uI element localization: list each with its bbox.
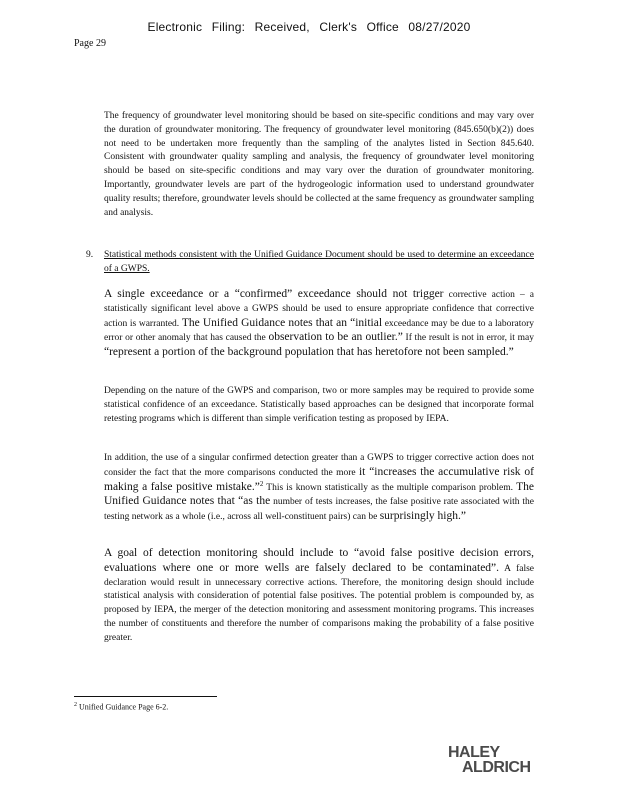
text-run: This is known statistically as the multiple comparison problem. <box>263 482 517 493</box>
logo-line-1: HALEY <box>448 744 500 761</box>
text-run: A single exceedance or a “confirmed” exceedance should not trigger <box>104 288 444 300</box>
text-run: it “increases the accumulative risk of making a false positive mistake.” <box>104 465 534 493</box>
paragraph-text: Depending on the nature of the GWPS and comparison, two or more samples may be required to provide some statistical confidence of an exceedance. Statistically based approaches can be designed that incorporate formal retesting programs which is different than simple verification testing as proposed by IEPA. <box>104 386 534 424</box>
paragraph-detection-goal <box>104 547 534 646</box>
text-run: corrective action – a statistically significant level above a GWPS should be used to ensure appropriate confidence that corrective action is warranted. <box>104 290 534 329</box>
footnote-text: Unified Guidance Page 6-2. <box>79 702 169 712</box>
haley-aldrich-logo <box>448 745 544 775</box>
paragraph-groundwater-frequency <box>104 110 534 220</box>
footnote-mark: 2 <box>74 702 77 708</box>
text-run: In addition, the use of a singular confirmed detection greater than a GWPS to trigger corrective action does not consider the fact that the more comparisons conducted the more <box>104 453 534 478</box>
paragraph-multiple-comparison <box>104 452 534 525</box>
footnote-divider <box>74 696 217 697</box>
text-run: A false declaration would result in unnecessary corrective actions. Therefore, the monitoring design should include statistical analysis with consideration of potential false positives. The potential problem is compounded by, as proposed by IEPA, the merger of the detection monitoring and assessment monitoring programs. This increases the number of constituents and therefore the number of comparisons making the probability of a false positive greater. <box>104 563 534 643</box>
text-run: exceedance may be due to a laboratory error or other anomaly that has caused the <box>104 318 534 344</box>
footnote <box>74 702 168 712</box>
text-run: A goal of detection monitoring should include to “avoid false positive decision errors, evaluations where one or more wells are falsely declared to be contaminated”. <box>104 547 534 574</box>
text-run: number of tests increases, the false positive rate associated with the testing network as a whole (i.e., across all well-constituent pairs) can be <box>104 497 534 523</box>
paragraph-statistical-confidence <box>104 385 534 426</box>
page-number: Page 29 <box>74 38 106 49</box>
paragraph-text: The frequency of groundwater level monitoring should be based on site-specific conditions and may vary over the duration of groundwater monitoring. The frequency of groundwater level monitoring (845.650(b)(2)) does not need to be undertaken more frequently than the sampling of the analytes listed in Section 845.640. Consistent with groundwater quality sampling and analysis, the frequency of groundwater level monitoring should be based on site-specific conditions and may vary over the duration of groundwater monitoring. Importantly, groundwater levels are part of the hydrogeologic information used to understand groundwater quality results; therefore, groundwater levels should be collected at the same frequency as groundwater sampling and analysis. <box>104 111 534 218</box>
filing-header: Electronic Filing: Received, Clerk's Office 08/27/2020 <box>147 20 471 34</box>
text-run: The Unified Guidance notes that an “initial <box>181 316 383 329</box>
item-9-heading <box>104 249 534 277</box>
logo-line-2: ALDRICH <box>462 759 531 776</box>
item-title: Statistical methods consistent with the Unified Guidance Document should be used to determine an exceedance of a GWPS. <box>104 250 534 274</box>
text-run: If the result is not in error, it may <box>402 333 534 344</box>
text-run: “represent a portion of the background population that has heretofore not been sampled.” <box>104 346 514 359</box>
item-number: 9. <box>86 250 94 260</box>
paragraph-single-exceedance <box>104 288 534 361</box>
text-run: surprisingly high.” <box>379 510 466 523</box>
footnote-ref: 2 <box>259 479 264 488</box>
text-run: observation to be an outlier.” <box>268 331 403 344</box>
text-run: The Unified Guidance notes that “as the <box>104 480 534 508</box>
